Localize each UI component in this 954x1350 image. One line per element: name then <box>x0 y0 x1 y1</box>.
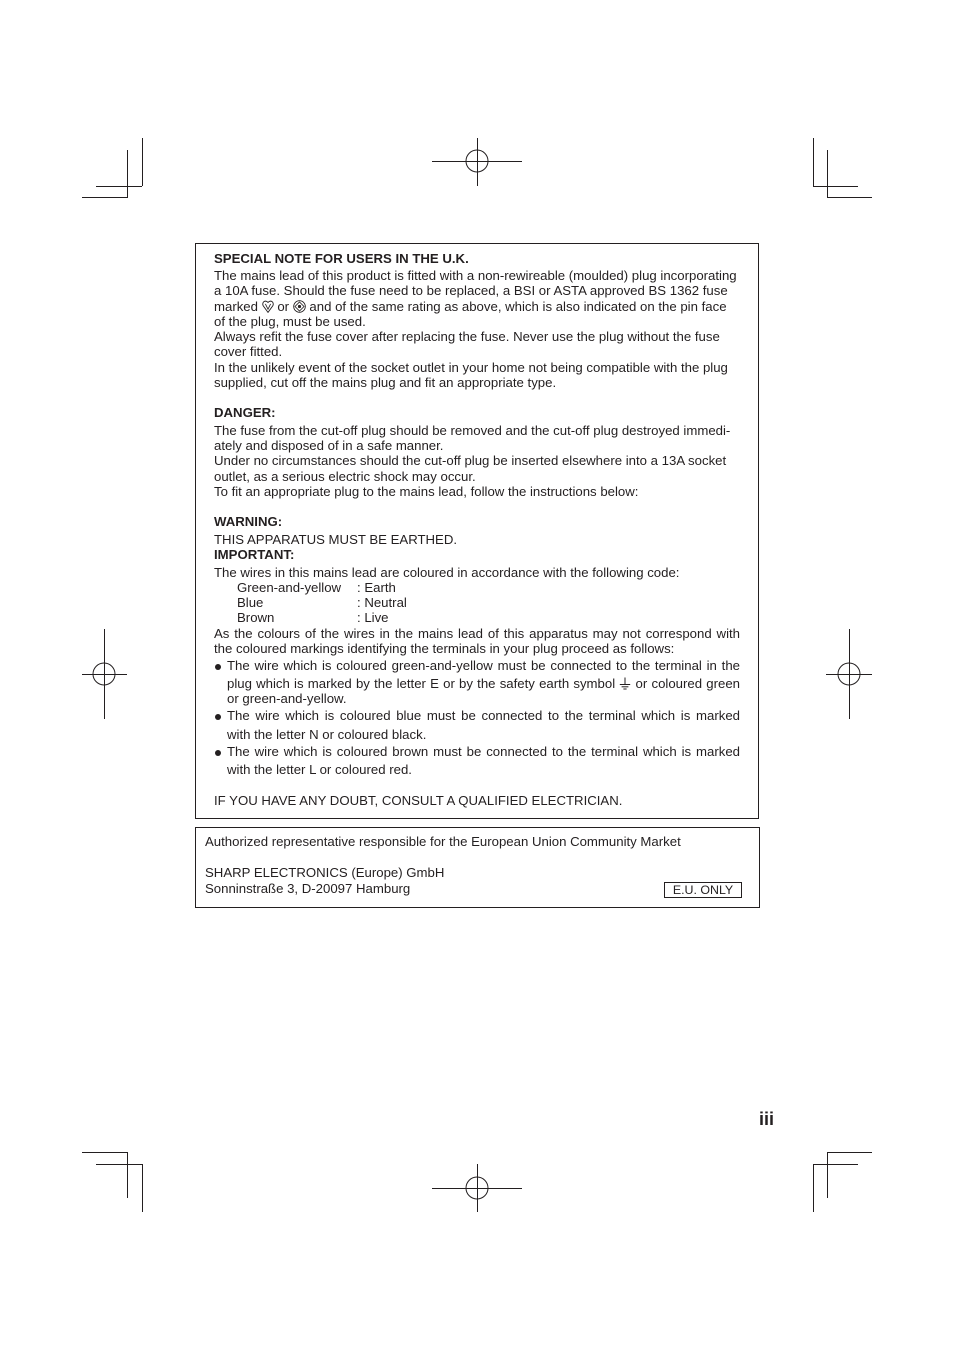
danger-line: To fit an appropriate plug to the mains lead, follow the instructions below: <box>214 484 639 499</box>
uk-safety-notice-box <box>195 243 759 819</box>
bullet-neutral-line: The wire which is coloured blue must be connected to the terminal which is marked <box>227 708 740 723</box>
bullet-dot-icon <box>215 664 221 670</box>
bullet-neutral-line: with the letter N or coloured black. <box>227 727 427 742</box>
crop-mark-top-right-icon <box>813 138 872 198</box>
special-note-line: cover fitted. <box>214 344 283 359</box>
wire-terminal: : Live <box>357 610 389 625</box>
important-heading: IMPORTANT: <box>214 547 295 562</box>
important-note-line: the coloured markings identifying the terminals in your plug proceed as follows: <box>214 641 675 656</box>
bullet-dot-icon <box>215 714 221 720</box>
wire-colour: Green-and-yellow <box>237 580 342 595</box>
special-note-line: Always refit the fuse cover after replacing the fuse. Never use the plug without the fuse <box>214 329 720 344</box>
safety-earth-symbol-icon <box>619 677 631 690</box>
mark-line-middle: or <box>277 299 290 314</box>
important-note-line: As the colours of the wires in the mains lead of this apparatus may not correspond with <box>214 626 740 641</box>
eu-representative-company: SHARP ELECTRONICS (Europe) GmbH <box>205 865 445 880</box>
important-intro: The wires in this mains lead are coloured in accordance with the following code: <box>214 565 680 580</box>
mark-line-end: and of the same rating as above, which is also indicated on the pin face <box>309 299 727 314</box>
special-note-heading: SPECIAL NOTE FOR USERS IN THE U.K. <box>214 251 469 266</box>
registration-mark-bottom-icon <box>432 1164 522 1212</box>
wire-terminal: : Earth <box>357 580 396 595</box>
crop-mark-bottom-right-icon <box>813 1152 872 1212</box>
bullet-earth-line: The wire which is coloured green-and-yellow must be connected to the terminal in the <box>227 658 740 673</box>
warning-text: THIS APPARATUS MUST BE EARTHED. <box>214 532 458 547</box>
special-note-line: of the plug, must be used. <box>214 314 366 329</box>
registration-mark-left-icon <box>82 629 127 719</box>
eu-representative-title: Authorized representative responsible for the European Union Community Market <box>205 834 681 849</box>
special-note-line: supplied, cut off the mains plug and fit an appropriate type. <box>214 375 557 390</box>
eu-only-badge: E.U. ONLY <box>664 882 742 898</box>
special-note-mark-line <box>214 299 727 315</box>
electrician-advice: IF YOU HAVE ANY DOUBT, CONSULT A QUALIFIED ELECTRICIAN. <box>214 793 623 808</box>
wire-terminal: : Neutral <box>357 595 407 610</box>
danger-line: The fuse from the cut-off plug should be removed and the cut-off plug destroyed immedi- <box>214 423 731 438</box>
bullet-earth-symbol-line <box>227 676 740 692</box>
warning-heading: WARNING: <box>214 514 283 529</box>
registration-mark-top-icon <box>432 138 522 186</box>
danger-line: Under no circumstances should the cut-off plug be inserted elsewhere into a 13A socket <box>214 453 727 468</box>
earth-line-start: plug which is marked by the letter E or by the safety earth symbol <box>227 676 616 691</box>
special-note-line: The mains lead of this product is fitted with a non-rewireable (moulded) plug incorporating <box>214 268 737 283</box>
registration-mark-right-icon <box>826 629 872 719</box>
bsi-kitemark-icon <box>262 300 274 313</box>
special-note-line: a 10A fuse. Should the fuse need to be replaced, a BSI or ASTA approved BS 1362 fuse <box>214 283 728 298</box>
danger-line: ately and disposed of in a safe manner. <box>214 438 444 453</box>
wire-colour: Blue <box>237 595 264 610</box>
asta-approved-mark-icon <box>293 300 306 313</box>
danger-heading: DANGER: <box>214 405 276 420</box>
earth-line-end: or coloured green <box>635 676 740 691</box>
bullet-earth-line: or green-and-yellow. <box>227 691 347 706</box>
eu-representative-address: Sonninstraße 3, D-20097 Hamburg <box>205 881 411 896</box>
wire-colour: Brown <box>237 610 275 625</box>
crop-mark-top-left-icon <box>82 138 143 198</box>
bullet-live-line: with the letter L or coloured red. <box>227 762 412 777</box>
special-note-line: In the unlikely event of the socket outlet in your home not being compatible with the plug <box>214 360 728 375</box>
mark-line-start: marked <box>214 299 258 314</box>
eu-representative-box <box>195 827 760 908</box>
bullet-dot-icon <box>215 750 221 756</box>
danger-line: outlet, as a serious electric shock may occur. <box>214 469 476 484</box>
crop-mark-bottom-left-icon <box>82 1152 143 1212</box>
page-number: iii <box>759 1109 775 1129</box>
bullet-live-line: The wire which is coloured brown must be connected to the terminal which is marked <box>227 744 740 759</box>
